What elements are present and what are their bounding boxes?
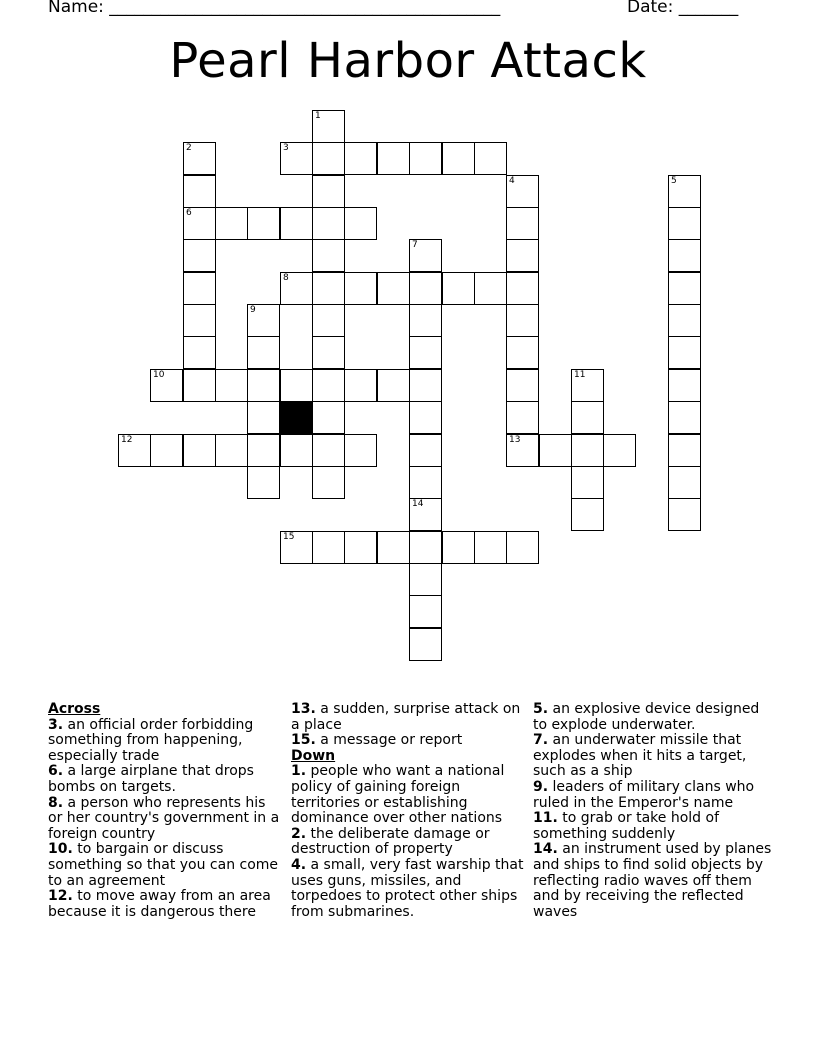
crossword-cell[interactable] bbox=[150, 369, 183, 402]
clues-column-2 bbox=[291, 702, 527, 920]
crossword-cell[interactable] bbox=[280, 272, 313, 305]
crossword-cell[interactable] bbox=[409, 272, 442, 305]
crossword-cell[interactable] bbox=[603, 434, 636, 467]
down-heading: Down bbox=[291, 747, 336, 764]
crossword-cell[interactable] bbox=[344, 369, 377, 402]
crossword-cell[interactable] bbox=[377, 531, 410, 564]
crossword-cell[interactable] bbox=[312, 531, 345, 564]
cell-number: 12 bbox=[121, 435, 133, 445]
crossword-cell[interactable] bbox=[571, 401, 604, 434]
crossword-cell[interactable] bbox=[312, 336, 345, 369]
crossword-cell[interactable] bbox=[377, 142, 410, 175]
clue-number: 12. bbox=[48, 888, 73, 905]
page-title: Pearl Harbor Attack bbox=[169, 33, 647, 89]
crossword-cell[interactable] bbox=[474, 272, 507, 305]
clue-down-4 bbox=[291, 858, 527, 920]
clue-text: a sudden, surprise attack on a place bbox=[291, 701, 521, 733]
crossword-cell[interactable] bbox=[571, 466, 604, 499]
crossword-cell[interactable] bbox=[668, 207, 701, 240]
clue-number: 11. bbox=[533, 810, 558, 827]
crossword-cell[interactable] bbox=[312, 207, 345, 240]
crossword-cell[interactable] bbox=[183, 175, 216, 208]
crossword-cell[interactable] bbox=[183, 336, 216, 369]
clue-text: to bargain or discuss something so that you can come to an agreement bbox=[48, 841, 279, 889]
clue-across-8 bbox=[48, 796, 284, 843]
crossword-cell[interactable] bbox=[280, 369, 313, 402]
clue-down-2 bbox=[291, 827, 527, 858]
crossword-cell[interactable] bbox=[474, 142, 507, 175]
clue-text: the deliberate damage or destruction of property bbox=[291, 825, 490, 858]
crossword-cell[interactable] bbox=[280, 142, 313, 175]
crossword-cell[interactable] bbox=[312, 110, 345, 143]
crossword-cell[interactable] bbox=[409, 595, 442, 628]
crossword-cell[interactable] bbox=[377, 369, 410, 402]
crossword-cell[interactable] bbox=[183, 239, 216, 272]
clue-number: 4. bbox=[291, 856, 307, 873]
cell-number: 2 bbox=[186, 143, 192, 153]
crossword-cell[interactable] bbox=[409, 563, 442, 596]
crossword-cell[interactable] bbox=[668, 369, 701, 402]
clue-down-1 bbox=[291, 764, 527, 826]
clue-text: a message or report bbox=[320, 732, 463, 749]
clue-number: 3. bbox=[48, 716, 64, 733]
crossword-cell[interactable] bbox=[247, 207, 280, 240]
cell-number: 5 bbox=[671, 176, 677, 186]
cell-number: 14 bbox=[412, 499, 424, 509]
crossword-cell[interactable] bbox=[539, 434, 572, 467]
crossword-cell[interactable] bbox=[668, 498, 701, 531]
clue-across-13 bbox=[291, 702, 527, 733]
crossword-cell[interactable] bbox=[571, 434, 604, 467]
crossword-cell[interactable] bbox=[247, 369, 280, 402]
cell-number: 15 bbox=[283, 532, 295, 542]
crossword-cell[interactable] bbox=[280, 207, 313, 240]
cell-number: 1 bbox=[315, 111, 321, 121]
clue-number: 15. bbox=[291, 732, 316, 749]
clue-text: to move away from an area because it is dangerous there bbox=[48, 888, 271, 920]
cell-number: 10 bbox=[153, 370, 165, 380]
crossword-cell[interactable] bbox=[506, 531, 539, 564]
across-heading: Across bbox=[48, 701, 101, 717]
crossword-cell[interactable] bbox=[668, 272, 701, 305]
crossword-cell[interactable] bbox=[312, 142, 345, 175]
crossword-cell[interactable] bbox=[150, 434, 183, 467]
clues-column-1 bbox=[48, 702, 284, 920]
clue-text: people who want a national policy of gaining foreign territories or establishing dominance over other nations bbox=[291, 763, 505, 827]
clue-number: 13. bbox=[291, 701, 316, 717]
crossword-cell[interactable] bbox=[668, 239, 701, 272]
clues-column-3 bbox=[533, 702, 773, 920]
crossword-cell[interactable] bbox=[668, 434, 701, 467]
clue-number: 7. bbox=[533, 732, 549, 749]
crossword-cell[interactable] bbox=[312, 239, 345, 272]
crossword-cell[interactable] bbox=[215, 207, 248, 240]
clue-text: a large airplane that drops bombs on targets. bbox=[48, 763, 254, 795]
crossword-cell[interactable] bbox=[506, 272, 539, 305]
clue-number: 8. bbox=[48, 794, 64, 811]
crossword-cell[interactable] bbox=[474, 531, 507, 564]
crossword-cell[interactable] bbox=[442, 142, 475, 175]
clue-text: an underwater missile that explodes when it hits a target, such as a ship bbox=[533, 732, 747, 780]
clue-number: 2. bbox=[291, 825, 307, 842]
crossword-cell[interactable] bbox=[442, 531, 475, 564]
crossword-cell[interactable] bbox=[506, 239, 539, 272]
clue-number: 9. bbox=[533, 778, 549, 795]
crossword-cell[interactable] bbox=[247, 336, 280, 369]
crossword-cell[interactable] bbox=[377, 272, 410, 305]
crossword-cell[interactable] bbox=[409, 369, 442, 402]
cell-number: 9 bbox=[250, 305, 256, 315]
clue-across-12 bbox=[48, 889, 284, 920]
clue-down-5 bbox=[533, 702, 773, 733]
crossword-cell[interactable] bbox=[506, 369, 539, 402]
crossword-cell[interactable] bbox=[409, 498, 442, 531]
crossword-cell[interactable] bbox=[312, 401, 345, 434]
crossword-cell[interactable] bbox=[668, 401, 701, 434]
crossword-cell[interactable] bbox=[668, 466, 701, 499]
crossword-cell[interactable] bbox=[506, 336, 539, 369]
crossword-black-cell bbox=[280, 401, 313, 434]
crossword-cell[interactable] bbox=[312, 466, 345, 499]
crossword-cell[interactable] bbox=[247, 466, 280, 499]
clue-text: an instrument used by planes and ships to find solid objects by reflecting radio waves off them and by receiving the reflected waves bbox=[533, 841, 772, 920]
crossword-cell[interactable] bbox=[344, 142, 377, 175]
crossword-cell[interactable] bbox=[409, 239, 442, 272]
crossword-cell[interactable] bbox=[312, 175, 345, 208]
clue-down-11 bbox=[533, 811, 773, 842]
crossword-cell[interactable] bbox=[506, 434, 539, 467]
cell-number: 8 bbox=[283, 273, 289, 283]
crossword-cell[interactable] bbox=[312, 369, 345, 402]
crossword-cell[interactable] bbox=[506, 304, 539, 337]
clue-text: leaders of military clans who ruled in the Emperor's name bbox=[533, 778, 755, 811]
crossword-cell[interactable] bbox=[409, 434, 442, 467]
clue-text: a person who represents his or her country's government in a foreign country bbox=[48, 794, 280, 842]
cell-number: 4 bbox=[509, 176, 515, 186]
clue-across-3 bbox=[48, 718, 284, 765]
clue-text: to grab or take hold of something suddenly bbox=[533, 810, 719, 842]
crossword-cell[interactable] bbox=[312, 434, 345, 467]
crossword-cell[interactable] bbox=[344, 207, 377, 240]
crossword-cell[interactable] bbox=[215, 369, 248, 402]
crossword-cell[interactable] bbox=[183, 369, 216, 402]
crossword-cell[interactable] bbox=[506, 175, 539, 208]
crossword-cell[interactable] bbox=[183, 207, 216, 240]
crossword-cell[interactable] bbox=[183, 272, 216, 305]
crossword-cell[interactable] bbox=[215, 434, 248, 467]
crossword-cell[interactable] bbox=[506, 401, 539, 434]
crossword-cell[interactable] bbox=[247, 304, 280, 337]
crossword-cell[interactable] bbox=[280, 434, 313, 467]
cell-number: 11 bbox=[574, 370, 586, 380]
clue-number: 10. bbox=[48, 841, 73, 858]
crossword-cell[interactable] bbox=[280, 531, 313, 564]
crossword-cell[interactable] bbox=[312, 272, 345, 305]
crossword-cell[interactable] bbox=[409, 531, 442, 564]
clue-number: 6. bbox=[48, 763, 64, 780]
crossword-cell[interactable] bbox=[118, 434, 151, 467]
clue-across-10 bbox=[48, 842, 284, 889]
crossword-cell[interactable] bbox=[506, 207, 539, 240]
crossword-cell[interactable] bbox=[183, 434, 216, 467]
crossword-cell[interactable] bbox=[571, 369, 604, 402]
cell-number: 3 bbox=[283, 143, 289, 153]
name-field-label[interactable]: Name: ______________________________________________ bbox=[48, 0, 501, 17]
crossword-cell[interactable] bbox=[409, 628, 442, 661]
date-field-label[interactable]: Date: _______ bbox=[627, 0, 739, 17]
clue-down-7 bbox=[533, 733, 773, 780]
clue-text: an official order forbidding something from happening, especially trade bbox=[48, 716, 254, 764]
cell-number: 6 bbox=[186, 208, 192, 218]
crossword-cell[interactable] bbox=[668, 175, 701, 208]
clue-number: 14. bbox=[533, 841, 558, 858]
clue-text: a small, very fast warship that uses guns, missiles, and torpedoes to protect other ships from submarines. bbox=[291, 856, 524, 920]
crossword-cell[interactable] bbox=[668, 304, 701, 337]
clue-number: 1. bbox=[291, 763, 307, 780]
crossword-cell[interactable] bbox=[247, 401, 280, 434]
clue-text: an explosive device designed to explode underwater. bbox=[533, 701, 760, 733]
clue-across-6 bbox=[48, 764, 284, 795]
crossword-cell[interactable] bbox=[409, 336, 442, 369]
crossword-cell[interactable] bbox=[312, 304, 345, 337]
crossword-cell[interactable] bbox=[344, 272, 377, 305]
crossword-cell[interactable] bbox=[183, 142, 216, 175]
cell-number: 13 bbox=[509, 435, 521, 445]
crossword-cell[interactable] bbox=[409, 401, 442, 434]
crossword-cell[interactable] bbox=[571, 498, 604, 531]
cell-number: 7 bbox=[412, 240, 418, 250]
crossword-cell[interactable] bbox=[668, 336, 701, 369]
crossword-cell[interactable] bbox=[409, 466, 442, 499]
crossword-cell[interactable] bbox=[183, 304, 216, 337]
crossword-cell[interactable] bbox=[409, 142, 442, 175]
crossword-cell[interactable] bbox=[344, 531, 377, 564]
crossword-cell[interactable] bbox=[344, 434, 377, 467]
crossword-cell[interactable] bbox=[409, 304, 442, 337]
clue-down-9 bbox=[533, 780, 773, 811]
crossword-cell[interactable] bbox=[442, 272, 475, 305]
clue-down-14 bbox=[533, 842, 773, 920]
clue-across-15 bbox=[291, 733, 527, 749]
crossword-cell[interactable] bbox=[247, 434, 280, 467]
clue-number: 5. bbox=[533, 701, 549, 717]
